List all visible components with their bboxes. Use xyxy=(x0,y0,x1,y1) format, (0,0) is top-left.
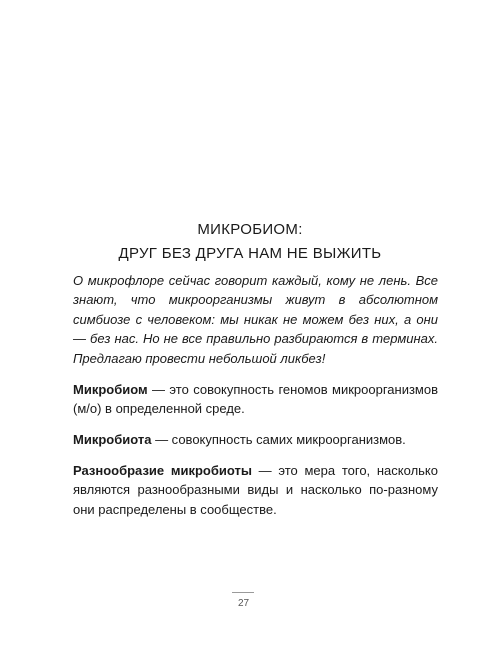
chapter-title-line-1: МИКРОБИОМ: xyxy=(197,221,303,238)
term-microbiota: Микробиота xyxy=(73,432,152,447)
chapter-title-line-2: ДРУГ БЕЗ ДРУГА НАМ НЕ ВЫЖИТЬ xyxy=(118,245,382,262)
definition-microbiota-text: — совокупность самих микроорганизмов. xyxy=(151,432,406,447)
definition-microbiome-text: — это совокупность геномов микроорганизмов (м/о) в определенной среде. xyxy=(73,382,438,417)
definition-microbiota xyxy=(73,430,438,449)
intro-paragraph: О микрофлоре сейчас говорит каждый, кому не лень. Все знают, что микроорганизмы живут в абсолютном симбиозе с человеком: мы никак не можем без них, а они — без нас. Но не все правильно разбираются в терминах. Предлагаю провести небольшой ликбез! xyxy=(73,273,438,366)
definition-microbiome xyxy=(73,380,438,419)
definition-diversity-text: — это мера того, насколько являются разнообразными виды и насколько по-разному они распределены в сообществе. xyxy=(73,463,438,517)
term-diversity: Разнообразие микробиоты xyxy=(73,463,252,478)
definition-diversity xyxy=(73,461,438,519)
page-number: 27 xyxy=(237,598,250,609)
term-microbiome: Микробиом xyxy=(73,382,148,397)
footer-divider xyxy=(232,592,254,593)
